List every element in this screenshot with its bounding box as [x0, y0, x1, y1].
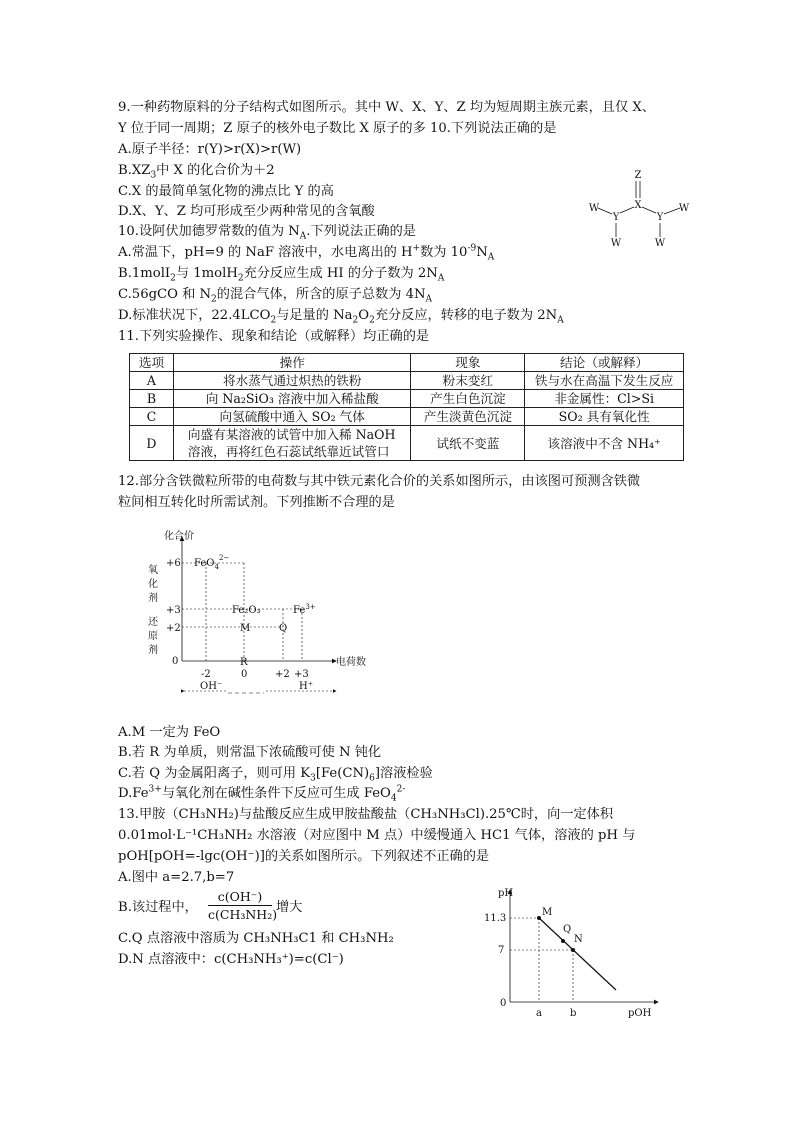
xtick-b: b: [570, 1008, 577, 1019]
q13-ph-poh-chart: [478, 884, 668, 1024]
q9-stem-line1: 9.一种药物原料的分子结构式如图所示。其中 W、X、Y、Z 均为短周期主族元素，且仅 X、: [118, 100, 655, 115]
q13-option-c: C.Q 点溶液中溶质为 CH₃NH₃C1 和 CH₃NH₂: [118, 931, 394, 946]
fraction-denominator: c(CH₃NH₂): [208, 907, 278, 922]
point-q: [561, 939, 565, 943]
ytick-3: +3: [166, 605, 181, 616]
q13-stem-line2: 0.01mol·L⁻¹CH₃NH₂ 水溶液（对应图中 M 点）中缓慢通入 HC1 气体，溶液的 pH 与: [118, 828, 636, 843]
q12-option-c: C.若 Q 为金属阳离子，则可用 $K_3[Fe(CN)_6]$溶液检验: [118, 766, 433, 784]
q11-stem: 11.下列实验操作、现象和结论（或解释）均正确的是: [118, 329, 430, 344]
cell-operation: 向盛有某溶液的试管中加入稀 NaOH 溶液，再将红色石蕊试纸靠近试管口: [173, 426, 411, 461]
table-row: [130, 426, 684, 461]
q13-fraction: [208, 888, 278, 923]
point-feo4: FeO$_4^{2-}$: [194, 554, 230, 571]
q9-option-a: A.原子半径：r(Y)>r(X)>r(W): [118, 142, 302, 157]
ytick-7: 7: [498, 945, 505, 956]
atom-x: X: [634, 200, 642, 211]
cell-conclusion: 该溶液中不含 NH₄⁺: [525, 426, 684, 461]
ytick-11-3: 11.3: [484, 913, 507, 924]
q13-option-a: A.图中 a=2.7,b=7: [118, 870, 235, 885]
atom-y-left: Y: [612, 212, 620, 223]
q13-option-b-suffix: 增大: [276, 900, 303, 915]
table-row: [130, 372, 684, 390]
xtick-p2: +2: [275, 669, 290, 680]
q13-option-b-prefix: B.该过程中，: [118, 900, 198, 915]
q10-option-c: C.56gCO 和 $N_2$的混合气体，所含的原子总数为 $4N_A$: [118, 287, 433, 305]
q9-option-d: D.X、Y、Z 均可形成至少两种常见的含氧酸: [118, 204, 375, 219]
label-oxidant-3: 剂: [148, 593, 158, 604]
q10-stem: 10.设阿伏加德罗常数的值为 $N_A$.下列说法正确的是: [118, 224, 416, 242]
cell-conclusion: SO₂ 具有氧化性: [525, 408, 684, 426]
atom-z: Z: [634, 170, 642, 181]
chart-ylabel: pH: [498, 888, 514, 899]
diagram-xlabel: 电荷数: [336, 657, 366, 668]
header-phenomenon: 现象: [411, 354, 525, 372]
q10-option-b: B.1molI$_2$与 1molH$_2$充分反应生成 HI 的分子数为 $2N_A$: [118, 266, 445, 284]
q13-option-d: D.N 点溶液中：c(CH₃NH₃⁺)=c(Cl⁻): [118, 952, 344, 967]
q10-option-a: A.常温下，pH=9 的 NaF 溶液中，水电离出的 H+数为 $10^{-9}N_A$: [118, 243, 495, 263]
point-fe2o3: Fe₂O₃: [232, 605, 261, 616]
label-reductant-1: 还: [148, 617, 158, 628]
label-oh: OH⁻: [200, 681, 223, 692]
q13-stem-line1: 13.甲胺（CH₃NH₂)与盐酸反应生成甲胺盐酸盐（CH₃NH₃Cl).25℃时，向一定体积: [118, 807, 614, 822]
cell-operation: 向氢硫酸中通入 SO₂ 气体: [173, 408, 411, 426]
q12-option-a: A.M 一定为 FeO: [118, 725, 221, 740]
label-q: Q: [563, 924, 572, 935]
cell-operation: 向 Na₂SiO₃ 溶液中加入稀盐酸: [173, 390, 411, 408]
ytick-6: +6: [166, 558, 181, 569]
atom-w-3: W: [654, 238, 666, 249]
point-r: R: [240, 657, 248, 668]
table-header-row: [130, 354, 684, 372]
diagram-ylabel: 化合价: [164, 531, 194, 542]
header-conclusion: 结论（或解释）: [525, 354, 684, 372]
xtick-p3: +3: [294, 669, 309, 680]
point-fe3: $Fe^{3+}$: [293, 603, 316, 616]
cell-phenomenon: 粉末变红: [411, 372, 525, 390]
label-reductant-3: 剂: [148, 645, 158, 656]
atom-w-4: W: [678, 203, 690, 214]
cell-conclusion: 非金属性：Cl>Si: [525, 390, 684, 408]
cell-phenomenon: 产生白色沉淀: [411, 390, 525, 408]
q9-option-b: $B.XZ_3$中 X 的化合价为＋2: [118, 163, 275, 181]
q9-option-c: C.X 的最简单氢化物的沸点比 Y 的高: [118, 184, 334, 199]
xtick-0: 0: [241, 669, 248, 680]
q9-molecule-structure: [584, 166, 694, 252]
cell-option: C: [130, 408, 174, 426]
q12-option-d: $D.Fe^{3+}$与氧化剂在碱性条件下反应可生成 FeO$_4^{2-}$: [118, 784, 406, 804]
chart-xlabel: pOH: [628, 1008, 652, 1019]
label-oxidant-1: 氧: [148, 565, 158, 576]
series-line: [539, 918, 616, 990]
atom-y-right: Y: [656, 212, 664, 223]
ytick-0: 0: [500, 998, 507, 1009]
header-option: 选项: [130, 354, 174, 372]
q13-stem-line3: pOH[pOH=-lgc(OH⁻)]的关系如图所示。下列叙述不正确的是: [118, 849, 490, 864]
label-reductant-2: 原: [148, 631, 158, 642]
cell-option: D: [130, 426, 174, 461]
point-n: [571, 948, 575, 952]
q12-valence-charge-diagram: [136, 527, 386, 699]
cell-phenomenon: 产生淡黄色沉淀: [411, 408, 525, 426]
q12-stem-line1: 12.部分含铁微粒所带的电荷数与其中铁元素化合价的关系如图所示，由该图可预测含铁微: [118, 474, 641, 489]
point-m: [537, 916, 541, 920]
atom-w-2: W: [610, 238, 622, 249]
ytick-0: 0: [172, 656, 179, 667]
atom-w-1: W: [588, 203, 600, 214]
label-h: H⁺: [299, 681, 313, 692]
label-n: N: [574, 934, 583, 945]
xtick-a: a: [536, 1008, 542, 1019]
q9-stem-line2: Y 位于同一周期；Z 原子的核外电子数比 X 原子的多 10.下列说法正确的是: [118, 121, 557, 136]
table-row: [130, 408, 684, 426]
header-operation: 操作: [173, 354, 411, 372]
cell-phenomenon: 试纸不变蓝: [411, 426, 525, 461]
ytick-2: +2: [166, 623, 181, 634]
label-oxidant-2: 化: [148, 579, 158, 590]
xtick-m2: -2: [201, 669, 211, 680]
label-m: M: [542, 907, 553, 918]
cell-operation: 将水蒸气通过炽热的铁粉: [173, 372, 411, 390]
cell-option: B: [130, 390, 174, 408]
cell-conclusion: 铁与水在高温下发生反应: [525, 372, 684, 390]
q10-option-d: D.标准状况下，$22.4LCO_2$与足量的 $Na_2O_2$充分反应，转移的电子数为 $2N_A$: [118, 308, 564, 326]
point-q: Q: [279, 623, 288, 634]
point-m: M: [240, 623, 251, 634]
table-row: [130, 390, 684, 408]
q12-option-b: B.若 R 为单质，则常温下浓硫酸可使 N 钝化: [118, 745, 382, 760]
fraction-numerator: c(OH⁻): [208, 888, 272, 906]
cell-option: A: [130, 372, 174, 390]
q12-stem-line2: 粒间相互转化时所需试剂。下列推断不合理的是: [118, 495, 395, 510]
q11-experiment-table: [129, 353, 684, 461]
